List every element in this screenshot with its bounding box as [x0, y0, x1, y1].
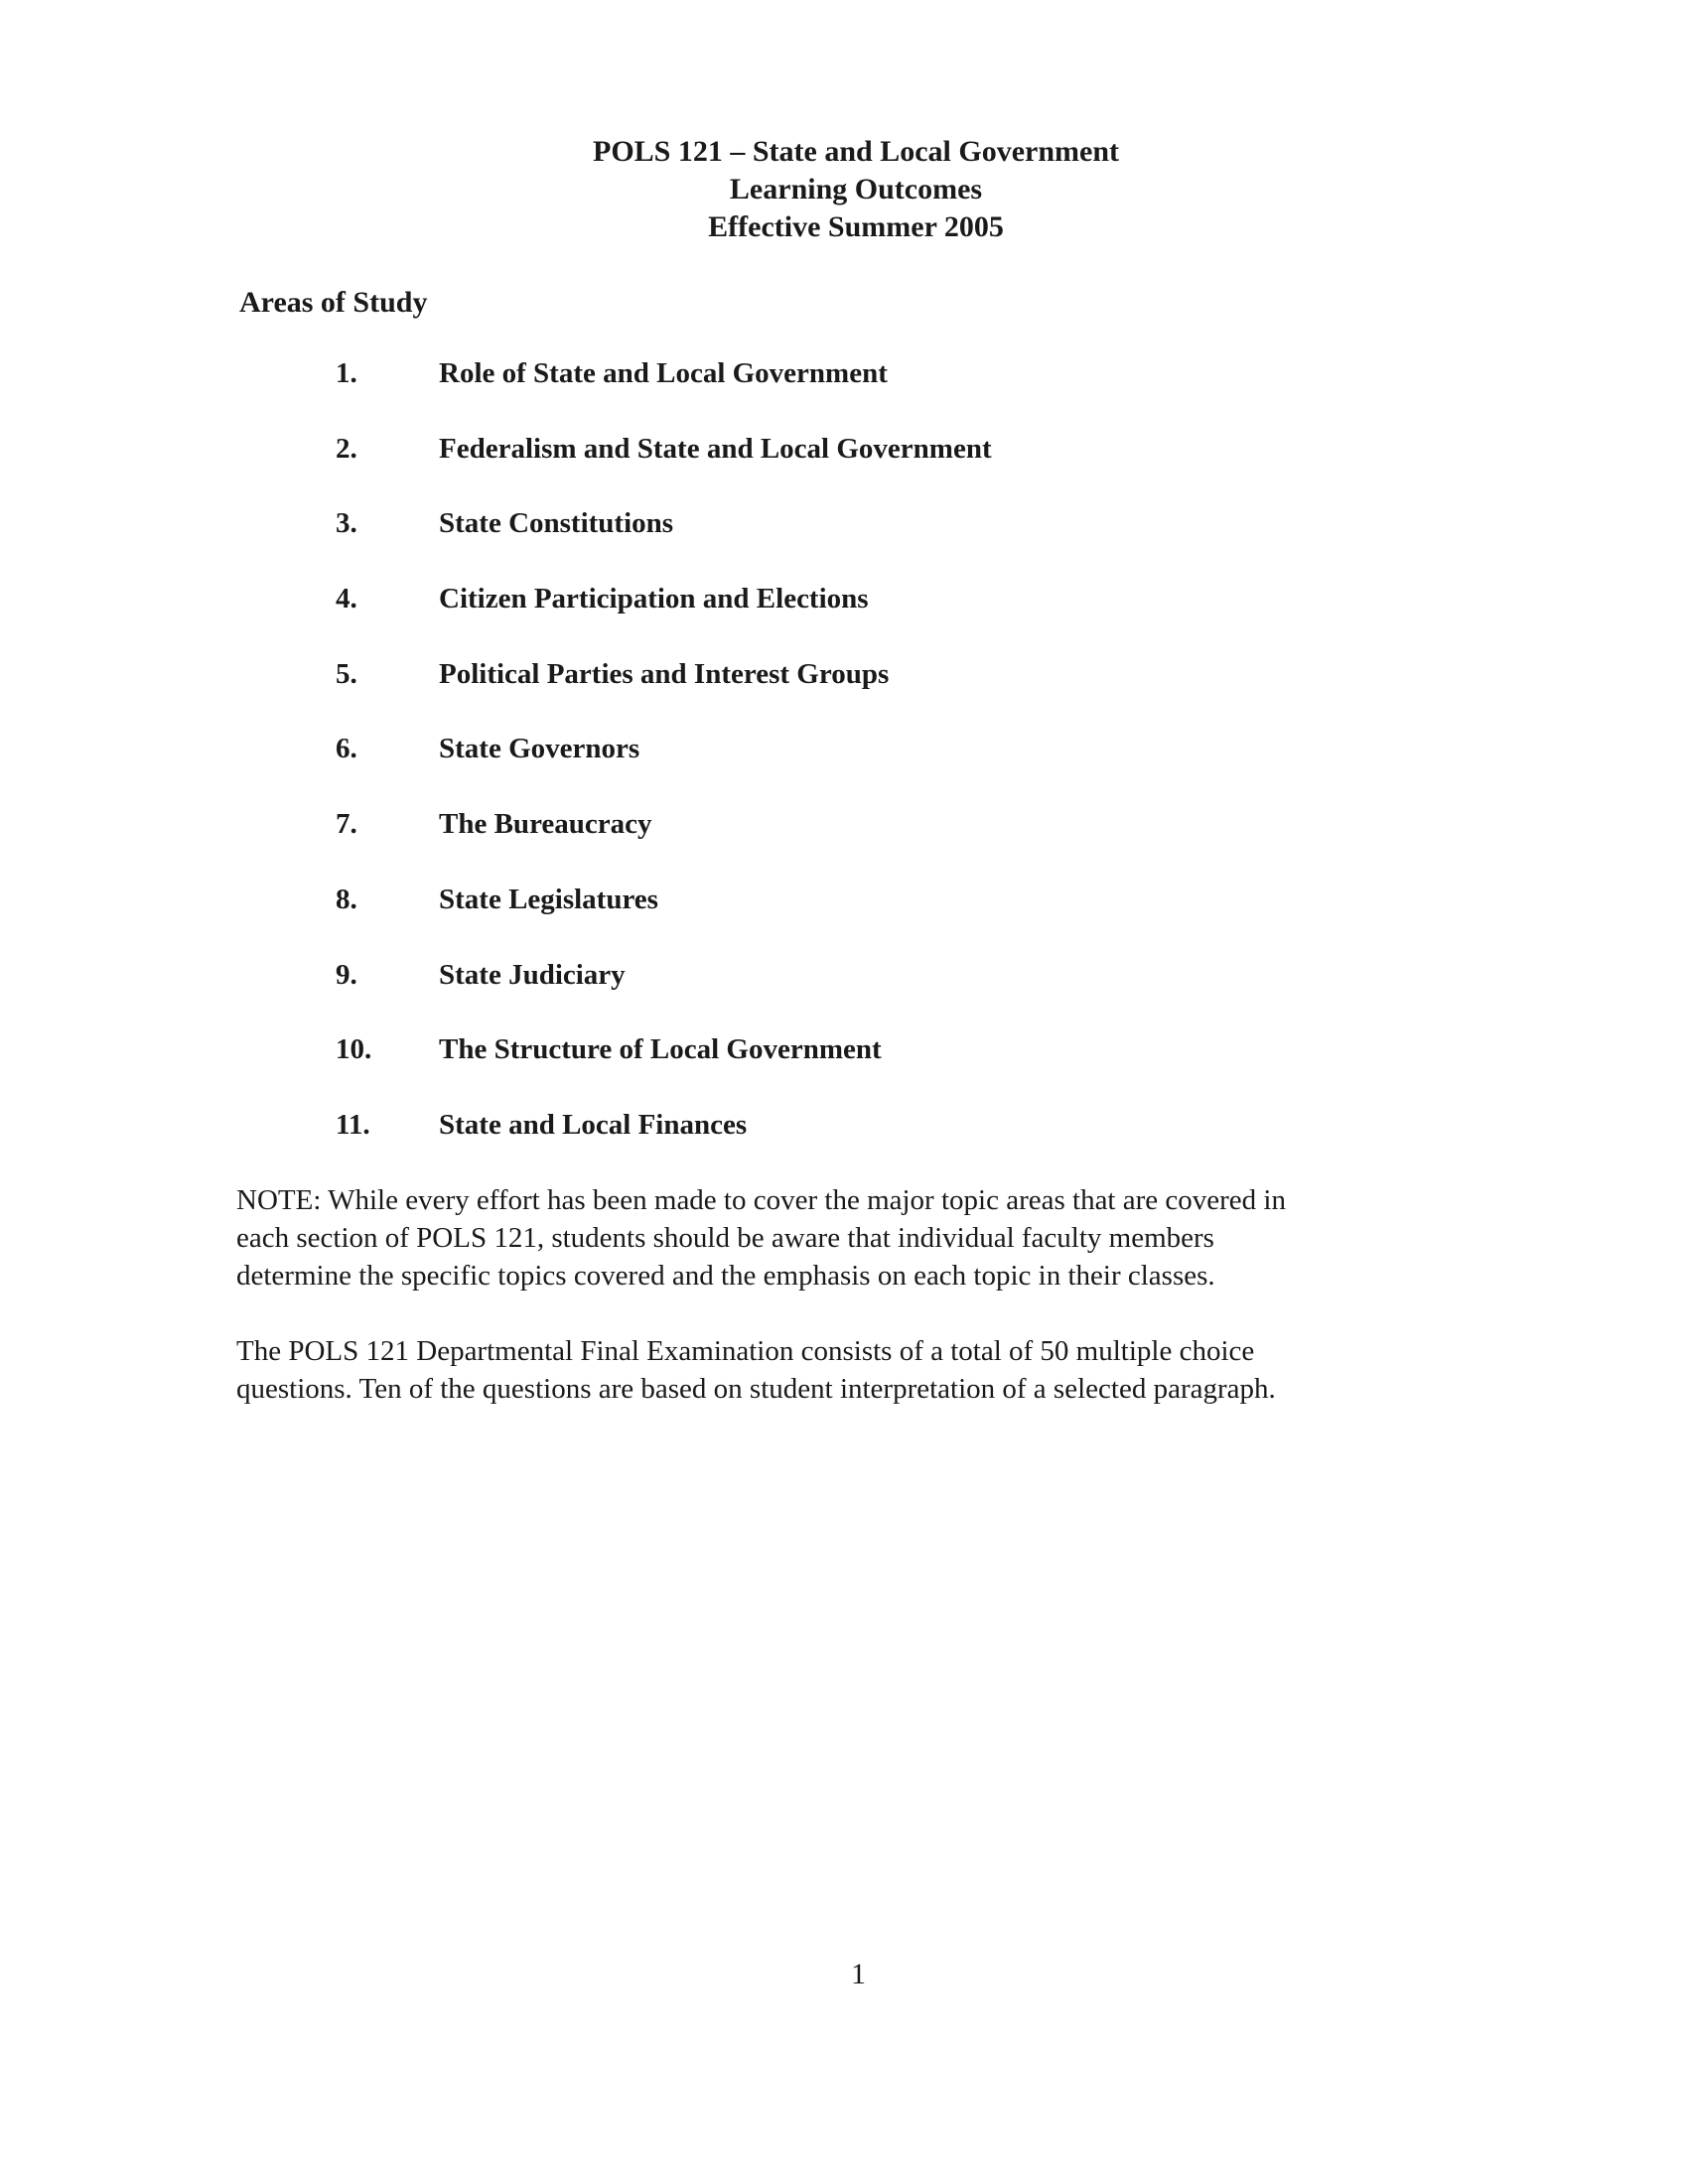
item-label: State Constitutions	[439, 507, 674, 539]
item-number: 4.	[336, 583, 357, 614]
effective-date: Effective Summer 2005	[708, 210, 1004, 243]
item-label: The Structure of Local Government	[439, 1033, 882, 1065]
item-number: 6.	[336, 733, 357, 764]
exam-line: questions. Ten of the questions are based on student interpretation of a selected paragraph.	[236, 1373, 1276, 1405]
item-label: Citizen Participation and Elections	[439, 583, 869, 614]
exam-line: The POLS 121 Departmental Final Examination consists of a total of 50 multiple choice	[236, 1335, 1255, 1367]
item-number: 11.	[336, 1109, 370, 1141]
note-line: NOTE: While every effort has been made to cover the major topic areas that are covered in	[236, 1184, 1286, 1216]
item-number: 5.	[336, 658, 357, 690]
item-number: 1.	[336, 357, 357, 389]
note-line: each section of POLS 121, students should be aware that individual faculty members	[236, 1222, 1214, 1254]
item-number: 3.	[336, 507, 357, 539]
page-number: 1	[851, 1958, 866, 1990]
item-label: Role of State and Local Government	[439, 357, 888, 389]
note-paragraph	[236, 1181, 1527, 1295]
item-number: 2.	[336, 433, 357, 465]
item-label: State Judiciary	[439, 959, 626, 991]
item-label: State and Local Finances	[439, 1109, 748, 1141]
item-label: State Legislatures	[439, 884, 658, 915]
item-label: Federalism and State and Local Government	[439, 433, 992, 465]
item-label: State Governors	[439, 733, 640, 764]
item-number: 8.	[336, 884, 357, 915]
exam-paragraph	[236, 1332, 1527, 1408]
note-line: determine the specific topics covered and the emphasis on each topic in their classes.	[236, 1260, 1215, 1292]
document-subtitle: Learning Outcomes	[729, 173, 983, 205]
item-label: Political Parties and Interest Groups	[439, 658, 890, 690]
item-number: 9.	[336, 959, 357, 991]
item-label: The Bureaucracy	[439, 808, 652, 840]
areas-of-study-heading: Areas of Study	[239, 286, 428, 319]
item-number: 10.	[336, 1033, 372, 1065]
course-title: POLS 121 – State and Local Government	[593, 135, 1119, 168]
item-number: 7.	[336, 808, 357, 840]
document-title	[0, 133, 1688, 246]
